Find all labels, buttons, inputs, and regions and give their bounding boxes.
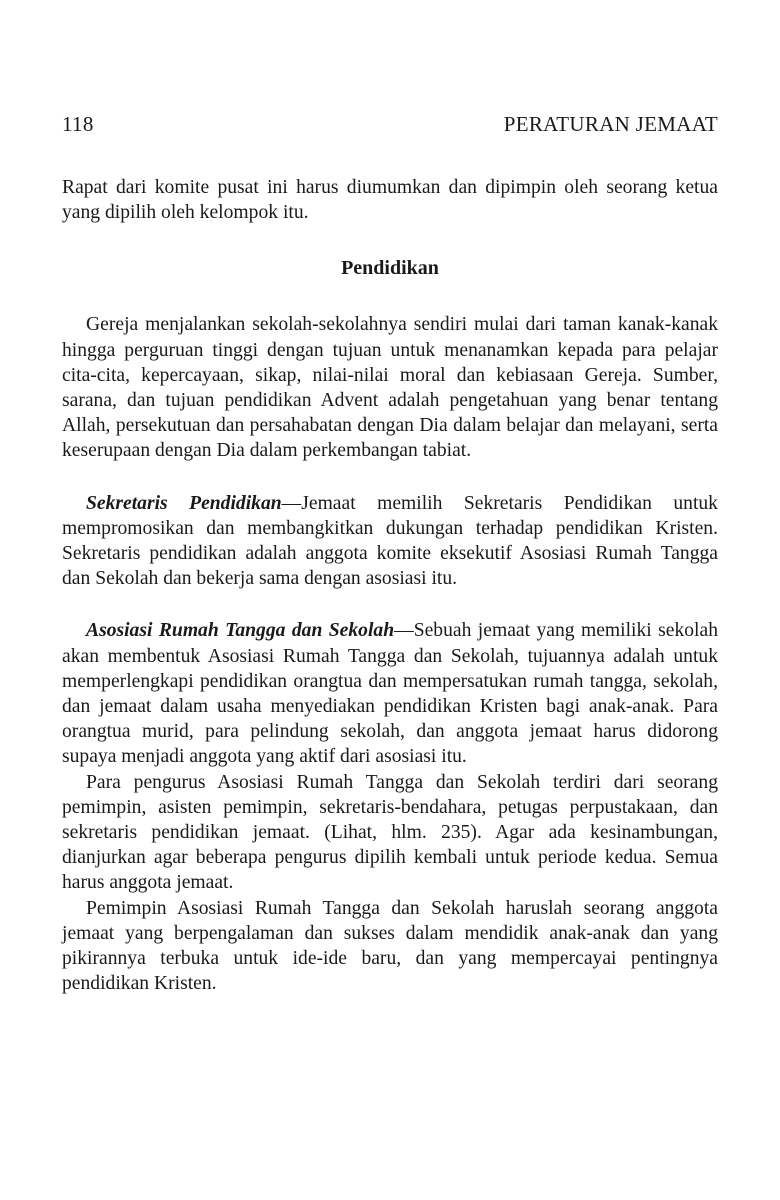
intro-paragraph: Rapat dari komite pusat ini harus diumumkan dan dipimpin oleh seorang ketua yang dipilih oleh kelompok itu. [62,177,718,224]
secretary-lead: Sekretaris Pendidikan [86,492,282,514]
officers-paragraph: Para pengurus Asosiasi Rumah Tangga dan Sekolah terdiri dari seorang pemimpin, asisten pemimpin, sekretaris-bendahara, petugas perpustakaan, dan sekretaris pendidikan jemaat. (Lihat, hlm. 235). Agar ada kesinambungan, dianjurkan agar beberapa pengurus dipilih kembali untuk periode kedua. Semua harus anggota jemaat. [62,771,718,894]
association-paragraph [62,618,718,769]
secretary-text: —Jemaat memilih Sekretaris Pendidikan untuk mempromosikan dan membangkitkan dukungan terhadap pendidikan Kristen. Sekretaris pendidikan adalah anggota komite eksekutif Asosiasi Rumah Tangga dan Sekolah dan bekerja sama dengan asosiasi itu. [62,492,718,590]
association-lead: Asosiasi Rumah Tangga dan Sekolah [86,620,395,642]
education-paragraph: Gereja menjalankan sekolah-sekolahnya sendiri mulai dari taman kanak-kanak hingga perguruan tinggi dengan tujuan untuk menanamkan kepada para pelajar cita-cita, kepercayaan, sikap, nilai-nilai moral dan kebiasaan Gereja. Sumber, sarana, dan tujuan pendidikan Advent adalah pengetahuan yang benar tentang Allah, persekutuan dan persahabatan dengan Dia dalam belajar dan melayani, serta keserupaan dengan Dia dalam perkembangan tabiat. [62,314,718,462]
running-title: PERATURAN JEMAAT [503,112,718,136]
book-page [62,112,718,996]
leader-paragraph: Pemimpin Asosiasi Rumah Tangga dan Sekolah haruslah seorang anggota jemaat yang berpengalaman dan sukses dalam mendidik anak-anak dan yang pikirannya terbuka untuk ide-ide baru, dan yang mempercayai pentingnya pendidikan Kristen. [62,897,718,995]
association-text: —Sebuah jemaat yang memiliki sekolah akan membentuk Asosiasi Rumah Tangga dan Sekolah, tujuannya adalah untuk memperlengkapi pendidikan orangtua dan mempersatukan rumah tangga, sekolah, dan jemaat dalam usaha menyediakan pendidikan Kristen bagi anak-anak. Para orangtua murid, para pelindung sekolah, dan anggota jemaat harus didorong supaya menjadi anggota yang aktif dari asosiasi itu. [62,620,718,768]
running-header [62,112,718,137]
section-heading: Pendidikan [341,257,439,280]
page-number: 118 [62,112,94,136]
secretary-paragraph [62,491,718,592]
